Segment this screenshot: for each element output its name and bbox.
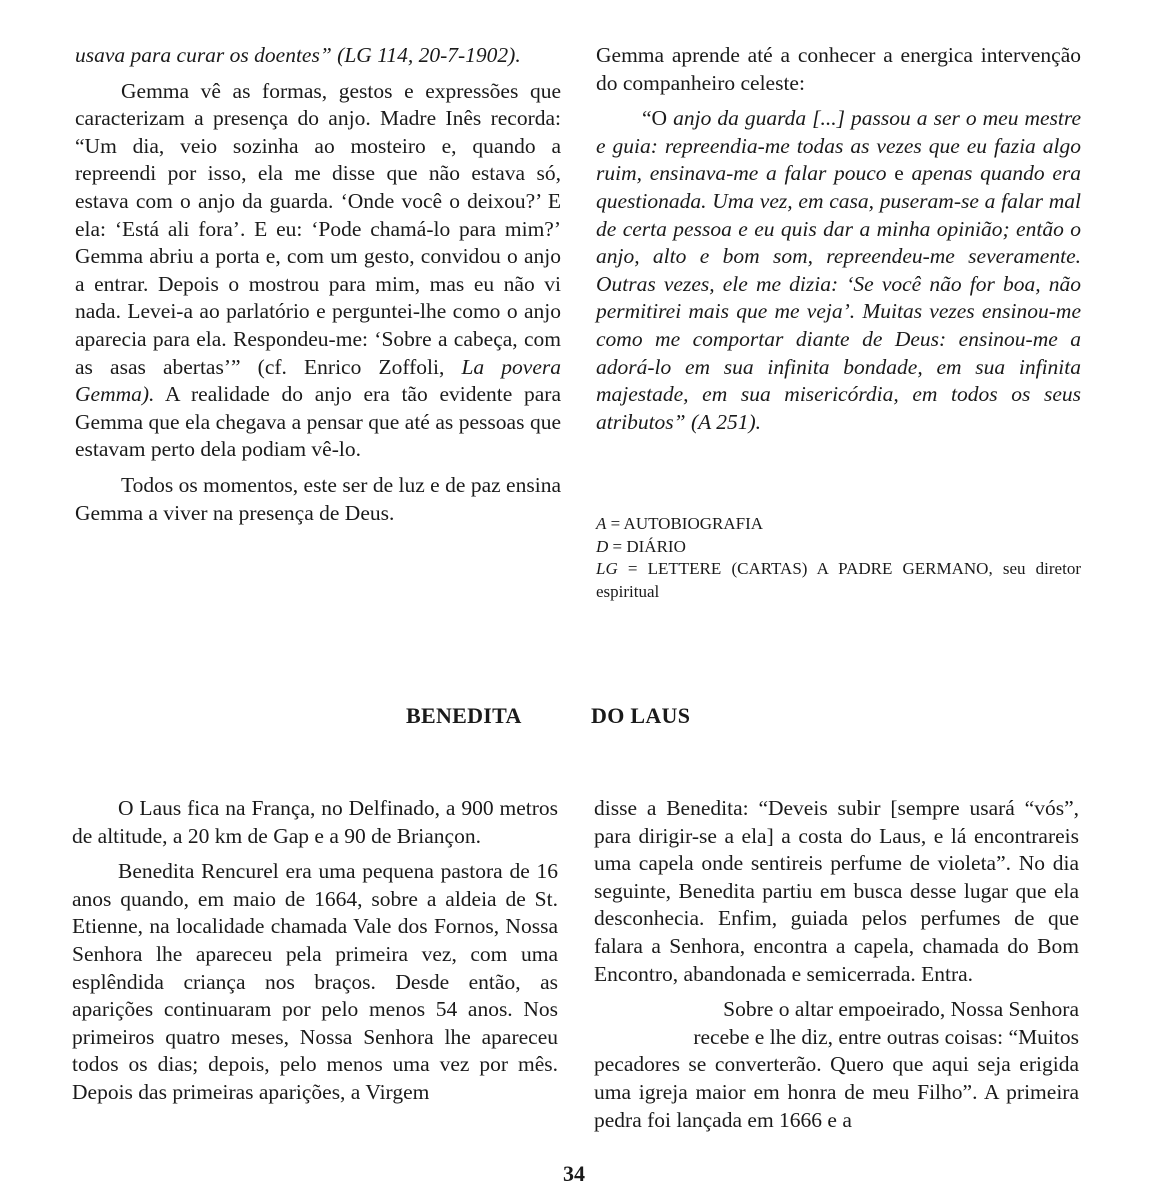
altar-rest: pecadores se converterão. Quero que aqui seja erigida uma igreja maior em honra de meu Filho”. A primeira pedra foi lançada em 1666 e a: [594, 1052, 1079, 1132]
altar-line-2: recebe e lhe diz, entre outras coisas: “Muitos: [693, 1024, 1079, 1049]
paragraph-angel-presence: [75, 78, 561, 464]
quote-text: anjo da guarda [...] passou a ser o meu mestre e guia: repreendia-me todas as vezes que eu fazia algo ruim, ensinava-me a falar pouco: [596, 106, 1081, 186]
abbreviation-item: [596, 558, 1081, 603]
abbreviation-key: D: [596, 536, 609, 556]
abbreviation-value: = LETTERE (CARTAS) A PADRE GERMANO, seu diretor espiritual: [596, 559, 1081, 601]
altar-line-1: Sobre o altar empoeirado, Nossa Senhora: [723, 997, 1079, 1022]
abbreviation-legend: [596, 513, 1081, 603]
section-title-second-word: DO LAUS: [591, 703, 691, 728]
abbreviation-key: LG: [596, 559, 618, 578]
bottom-left-column: [72, 795, 558, 1107]
abbreviation-value: = DIÁRIO: [608, 536, 686, 556]
quote-autobiography: [596, 105, 1081, 436]
top-right-column: [596, 42, 1081, 436]
paragraph-light-being: Todos os momentos, este ser de luz e de paz ensina Gemma a viver na presença de Deus.: [75, 472, 561, 525]
paragraph-text: A realidade do anjo era tão evidente para Gemma que ela chegava a pensar que até as pessoas que estavam perto dela podiam vê-lo.: [75, 382, 561, 462]
quote-continuation: usava para curar os doentes” (LG 114, 20-7-1902).: [75, 43, 521, 67]
paragraph-intro: Gemma aprende até a conhecer a energica intervenção do companheiro celeste:: [596, 43, 1081, 95]
abbreviation-value: = AUTOBIOGRAFIA: [606, 514, 764, 533]
quote-text: apenas quando era questionada. Uma vez, em casa, puseram-se a falar mal de certa pessoa e eu quis dar a minha opinião; então o anjo, alto e bom som, repreendeu-me severamente. Outras vezes, ele me dizia: ‘Se você não for boa, não permitirei mais que me veja’. Muitas vezes ensinou-me como me comportar diante de Deus: ensinou-me a adorá-lo em sua infinita bondade, em sua infinita majestade, em sua misericórdia, em todos os seus atributos” (A 251).: [596, 161, 1081, 434]
quote-conjunction: e: [894, 161, 904, 186]
paragraph-text: Gemma vê as formas, gestos e expressões que caracterizam a presença do anjo. Madre Inês recorda: “Um dia, veio sozinha ao mosteiro e, quando a repreendi por isso, ela me disse que não estava só, estava com o anjo da guarda. ‘Onde você o deixou?’ E ela: ‘Está ali fora’. E eu: ‘Pode chamá-lo para mim?’ Gemma abriu a porta e, com um gesto, convidou o anjo a entrar. Depois o mostrou para mim, mas eu não vi nada. Levei-a ao parlatório e perguntei-lhe como o anjo aparecia para ela. Respondeu-me: ‘Sobre a cabeça, com as asas abertas’” (cf. Enrico Zoffoli,: [75, 78, 561, 379]
paragraph-altar: [594, 996, 1079, 1134]
book-title: La povera Gemma).: [75, 354, 561, 407]
abbreviation-item: [596, 513, 1081, 536]
page-number: 34: [563, 1161, 585, 1186]
paragraph-laus-location: O Laus fica na França, no Delfinado, a 900 metros de altitude, a 20 km de Gap e a 90 de Briançon.: [72, 796, 558, 848]
section-title-first-word: BENEDITA: [406, 703, 522, 728]
bottom-right-column: [594, 795, 1079, 1134]
abbreviation-key: A: [596, 514, 607, 533]
top-left-column: [75, 42, 561, 527]
quote-open: “O: [642, 106, 674, 131]
abbreviation-item: [596, 536, 1081, 559]
paragraph-chapel: disse a Benedita: “Deveis subir [sempre usará “vós”, para dirigir-se a ela] a costa do Laus, e lá encontrareis uma capela onde sentireis perfume de violeta”. No dia seguinte, Benedita partiu em busca desse lugar que ela desconhecia. Enfim, guiada pelos perfumes de que falara a Senhora, encontra a capela, chamada do Bom Encontro, abandonada e semicerrada. Entra.: [594, 796, 1079, 986]
paragraph-benedita: Benedita Rencurel era uma pequena pastora de 16 anos quando, em maio de 1664, sobre a aldeia de St. Etienne, na localidade chamada Vale dos Fornos, Nossa Senhora lhe apareceu pela primeira vez, com uma esplêndida criança nos braços. Desde então, as aparições continuaram por pelo menos 54 anos. Nos primeiros quatro meses, Nossa Senhora lhe apareceu todos os dias; depois, pelo menos uma vez por mês. Depois das primeiras aparições, a Virgem: [72, 859, 558, 1104]
